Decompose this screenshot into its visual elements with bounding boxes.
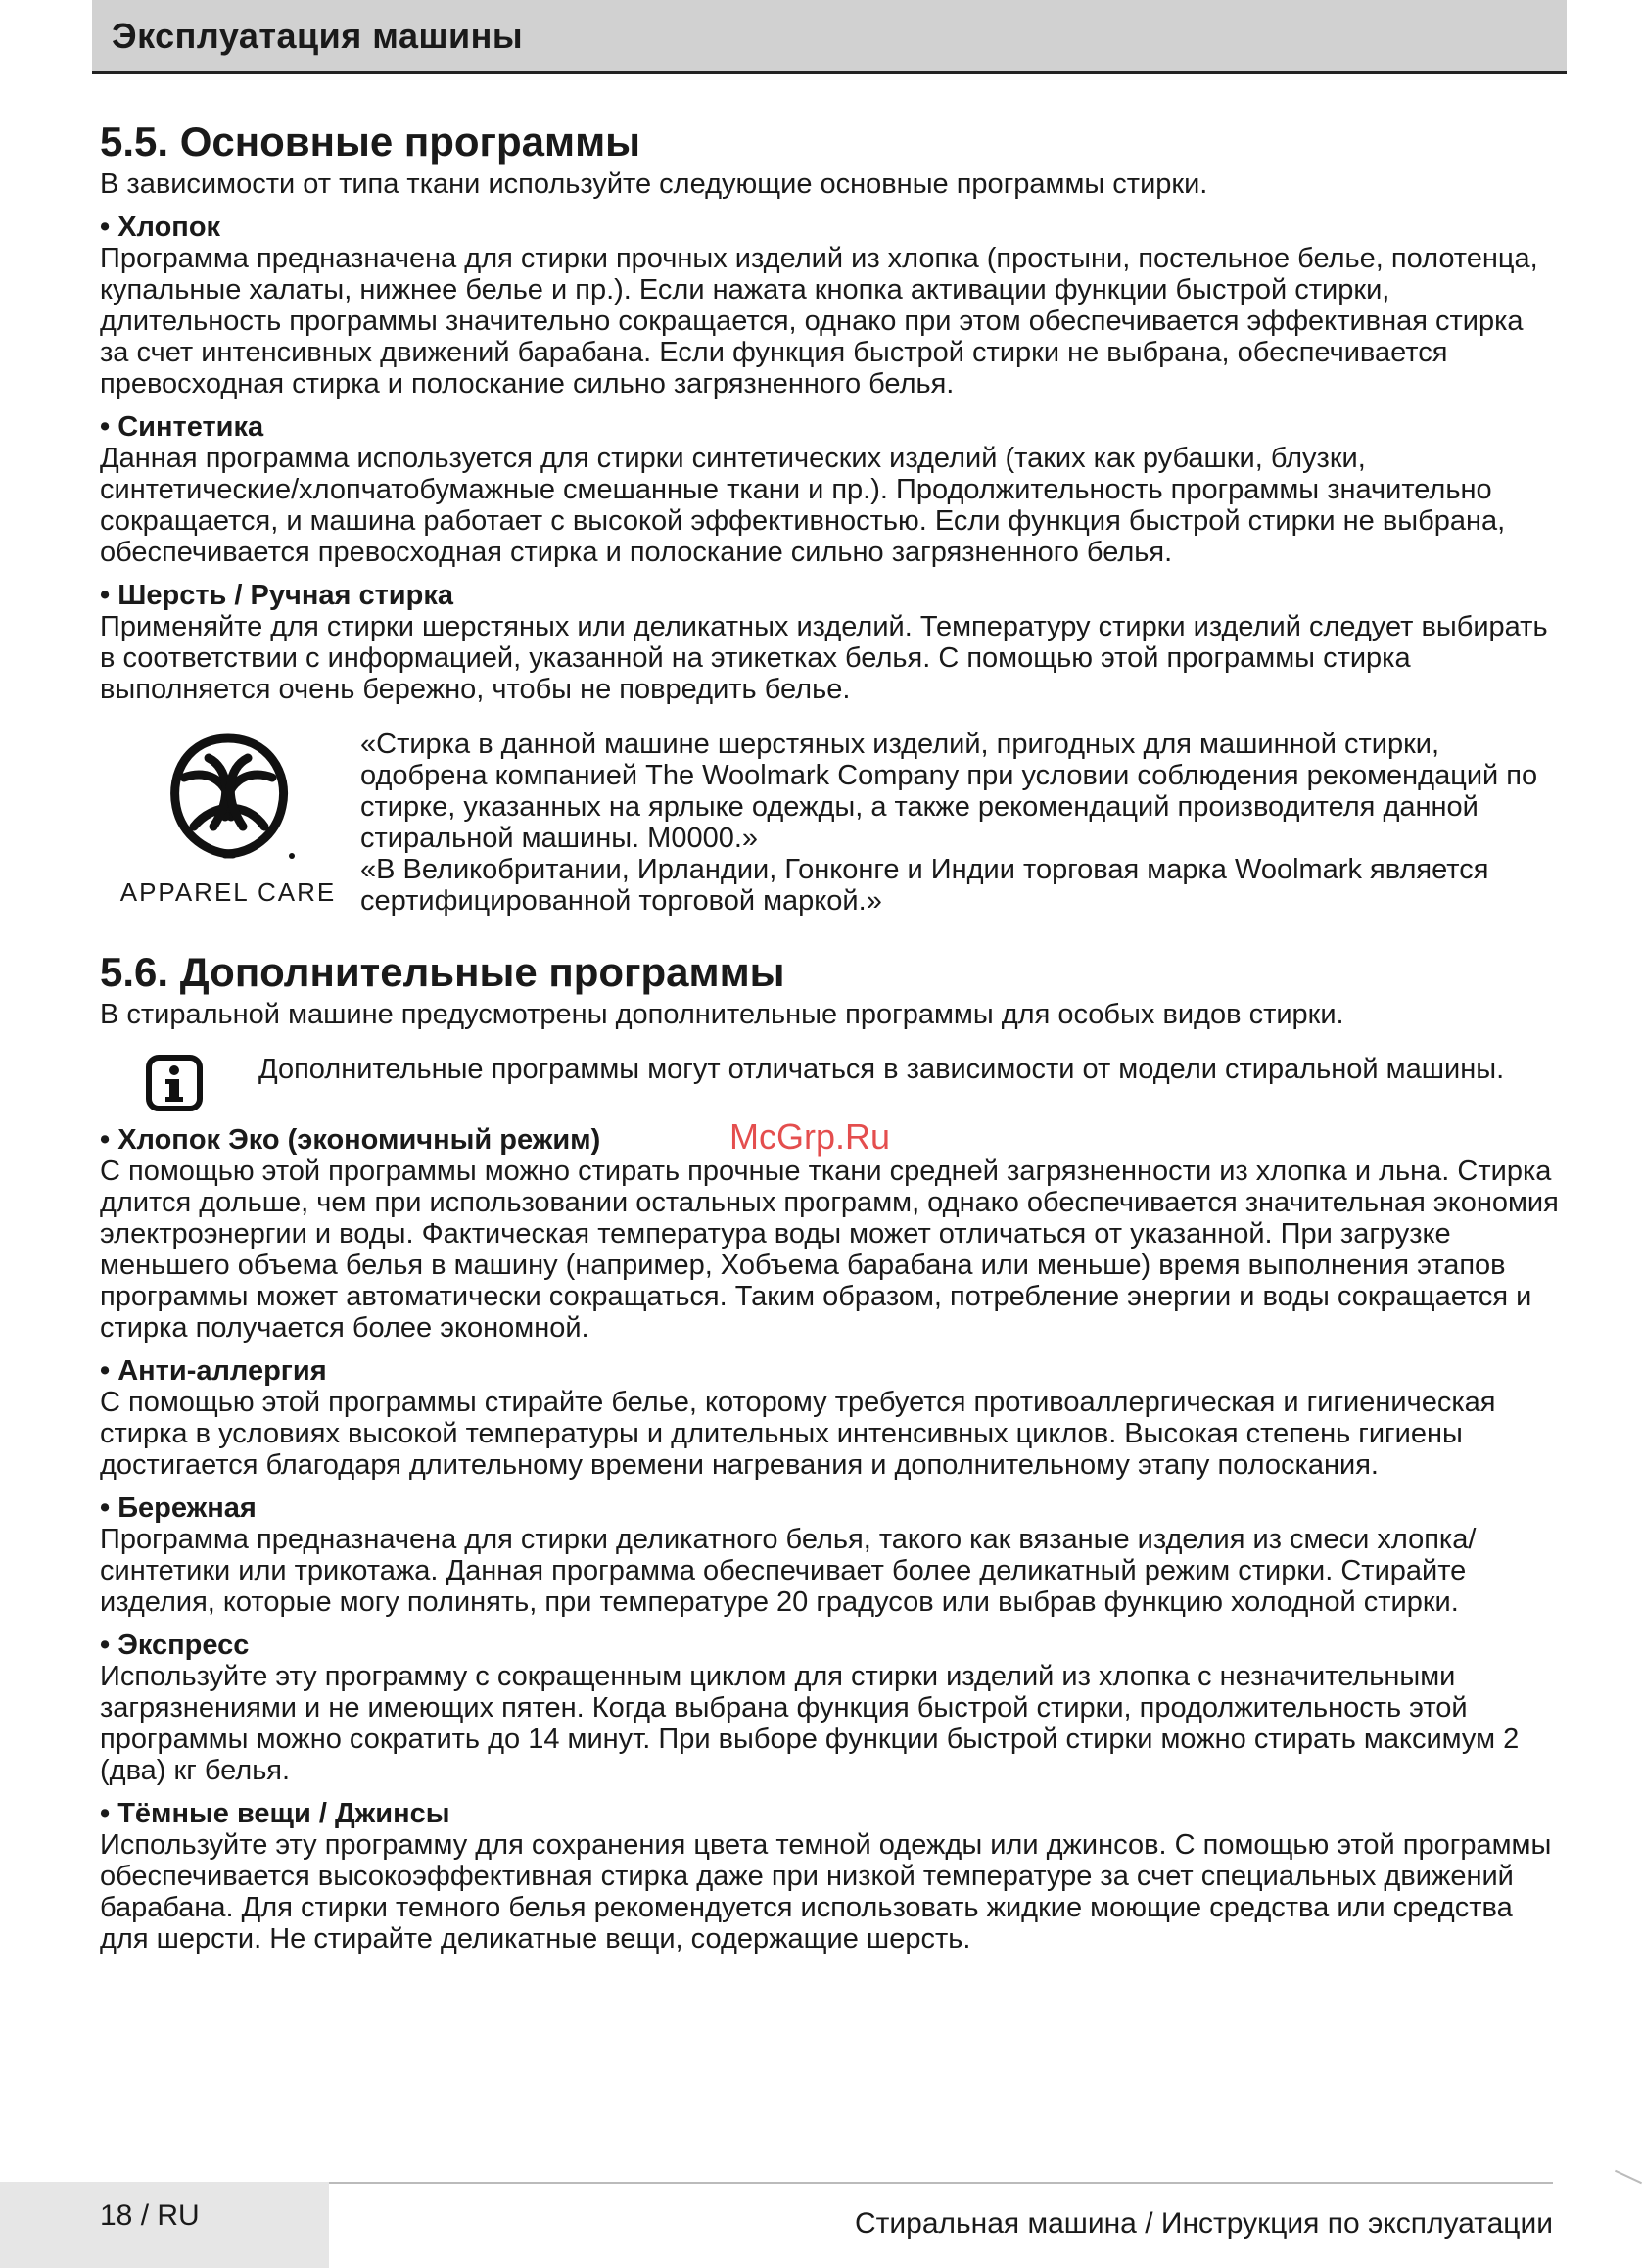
- program-description: Применяйте для стирки шерстяных или деликатных изделий. Температуру стирки изделий следует выбирать в соответствии с информацией, указанной на этикетках белья. С помощью этой программы стирка выполняется очень бережно, чтобы не повредить белье.: [100, 611, 1548, 705]
- section-title-5-5: 5.5. Основные программы: [100, 118, 641, 165]
- page-number: 18 / RU: [100, 2199, 200, 2232]
- header-bar: [92, 0, 1567, 74]
- program-cotton: [100, 212, 1559, 400]
- program-title: • Анти-аллергия: [100, 1355, 327, 1387]
- program-delicate: [100, 1492, 1559, 1618]
- woolmark-icon: [155, 729, 302, 866]
- footer-divider: [329, 2182, 1553, 2184]
- program-title: • Бережная: [100, 1492, 257, 1524]
- apparel-care-caption: APPAREL CARE: [119, 877, 337, 907]
- woolmark-quote: «Стирка в данной машине шерстяных изделий, пригодных для машинной стирки, одобрена компанией The Woolmark Company при условии соблюдения рекомендаций по стирке, указанных на ярлыке одежды, а также рекомендаций производителя данной стиральной машины. M0000.»: [360, 729, 1538, 854]
- program-title: • Тёмные вещи / Джинсы: [100, 1798, 450, 1829]
- woolmark-logo: [100, 729, 356, 908]
- program-title: • Хлопок Эко (экономичный режим): [100, 1124, 601, 1156]
- program-synthetics: [100, 411, 1559, 568]
- program-title: • Синтетика: [100, 411, 264, 443]
- program-express: [100, 1630, 1559, 1786]
- corner-mark: [1615, 2170, 1642, 2184]
- document-title: Стиральная машина / Инструкция по эксплуатации: [854, 2207, 1553, 2240]
- program-title: • Экспресс: [100, 1630, 250, 1661]
- section-intro: В стиральной машине предусмотрены дополнительные программы для особых видов стирки.: [100, 999, 1344, 1030]
- program-description: Программа предназначена для стирки деликатного белья, такого как вязаные изделия из смеси хлопка/синтетики или трикотажа. Данная программа обеспечивает более деликатный режим стирки. Стирайте изделия, которые могу полинять, при температуре 20 градусов или выбрав функцию холодной стирки.: [100, 1524, 1477, 1618]
- woolmark-text: [360, 729, 1559, 917]
- header-title: Эксплуатация машины: [112, 16, 524, 56]
- program-description: Используйте эту программу с сокращенным циклом для стирки изделий из хлопка с незначительными загрязнениями и не имеющих пятен. Когда выбрана функция быстрой стирки, продолжительность этой программы можно сократить до 14 минут. При выборе функции быстрой стирки можно стирать максимум 2 (два) кг белья.: [100, 1661, 1520, 1786]
- note-text: Дополнительные программы могут отличаться в зависимости от модели стиральной машины.: [258, 1054, 1505, 1085]
- info-icon: [145, 1054, 204, 1112]
- section-title-5-6: 5.6. Дополнительные программы: [100, 949, 785, 995]
- woolmark-quote: «В Великобритании, Ирландии, Гонконге и Индии торговая марка Woolmark является сертифицированной торговой маркой.»: [360, 854, 1489, 917]
- program-description: Данная программа используется для стирки синтетических изделий (таких как рубашки, блузки, синтетические/хлопчатобумажные смешанные ткани и пр.). Продолжительность программы значительно сокращается, и машина работает с высокой эффективностью. Если функция быстрой стирки не выбрана, обеспечивается превосходная стирка и полоскание сильно загрязненного белья.: [100, 443, 1506, 568]
- woolmark-block: [100, 729, 1559, 917]
- watermark: McGrp.Ru: [729, 1116, 891, 1157]
- program-dark-jeans: [100, 1798, 1559, 1955]
- page-content: [100, 116, 1559, 1955]
- program-description: Программа предназначена для стирки прочных изделий из хлопка (простыни, постельное белье, полотенца, купальные халаты, нижнее белье и пр.). Если нажата кнопка активации функции быстрой стирки, длительность программы значительно сокращается, однако при этом обеспечивается эффективная стирка за счет интенсивных движений барабана. Если функция быстрой стирки не выбрана, обеспечивается превосходная стирка и полоскание сильно загрязненного белья.: [100, 243, 1538, 400]
- program-title: • Хлопок: [100, 212, 221, 243]
- program-title: • Шерсть / Ручная стирка: [100, 580, 453, 611]
- info-note: [100, 1054, 1559, 1112]
- program-description: Используйте эту программу для сохранения цвета темной одежды или джинсов. С помощью этой программы обеспечивается высокоэффективная стирка даже при низкой температуре за счет специальных движений барабана. Для стирки темного белья рекомендуется использовать жидкие моющие средства или средства для шерсти. Не стирайте деликатные вещи, содержащие шерсть.: [100, 1829, 1552, 1955]
- program-wool: [100, 580, 1559, 705]
- section-intro: В зависимости от типа ткани используйте следующие основные программы стирки.: [100, 168, 1208, 200]
- program-description: С помощью этой программы стирайте белье, которому требуется противоаллергическая и гигиеническая стирка в условиях высокой температуры и длительных интенсивных циклов. Высокая степень гигиены достигается благодаря длительному времени нагревания и дополнительному этапу полоскания.: [100, 1387, 1496, 1481]
- program-anti-allergy: [100, 1355, 1559, 1481]
- program-description: С помощью этой программы можно стирать прочные ткани средней загрязненности из хлопка и льна. Стирка длится дольше, чем при использовании остальных программ, однако обеспечивается значительная экономия электроэнергии и воды. Фактическая температура воды может отличаться от указанной. При загрузке меньшего объема белья в машину (например, Хобъема барабана или меньше) время выполнения этапов программы может автоматически сокращаться. Таким образом, потребление энергии и воды сокращается и стирка получается более экономной.: [100, 1156, 1559, 1344]
